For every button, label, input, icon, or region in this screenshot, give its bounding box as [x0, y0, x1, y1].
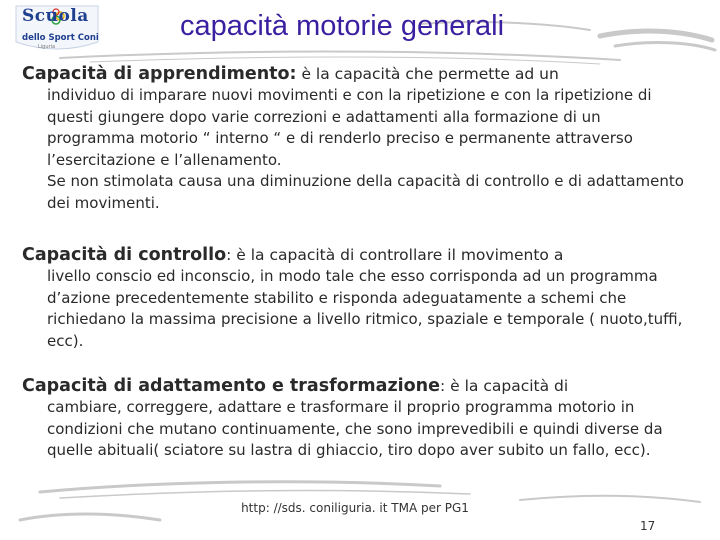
footer-url: http: //sds. coniliguria. it TMA per PG1 [241, 501, 469, 515]
section-intro: : è la capacità di controllare il movimento a [226, 246, 564, 264]
section-paragraph: cambiare, correggere, adattare e trasformare il proprio programma motorio in condizioni che mutano continuamente, che sono imprevedibili e quindi diverse da quelle abituali( sciatore su lastra di ghiaccio, tiro dopo aver subito un fallo, ecc). [47, 398, 663, 460]
section-adattamento [22, 376, 702, 462]
section-controllo [22, 245, 702, 352]
logo-word: Scuola [22, 6, 89, 26]
section-paragraph: individuo di imparare nuovi movimenti e con la ripetizione e con la ripetizione di questi giungere dopo varie correzioni e adattamenti alla formazione di un programma motorio “ interno “ e di renderlo preciso e permanente attraverso l’esercitazione e l’allenamento. [47, 86, 652, 169]
section-term: Capacità di controllo [22, 245, 227, 265]
section-paragraph: Se non stimolata causa una diminuzione della capacità di controllo e di adattamento dei movimenti. [47, 172, 684, 212]
section-heading [22, 245, 702, 266]
section-paragraph: livello conscio ed inconscio, in modo tale che esso corrisponda ad un programma d’azione precedentemente stabilito e risponda adeguatamente a schemi che richiedano la massima precisione a livello ritmico, spaziale e temporale ( nuoto,tuffi, ecc). [47, 267, 683, 350]
scuola-dello-sport-logo [14, 4, 100, 52]
logo-subtitle: dello Sport Coni [22, 33, 99, 43]
section-heading [22, 64, 702, 85]
section-intro: è la capacità che permette ad un [296, 65, 559, 83]
section-heading [22, 376, 702, 397]
page-number: 17 [640, 519, 656, 533]
section-apprendimento [22, 64, 702, 215]
section-term: Capacità di adattamento e trasformazione [22, 376, 441, 396]
section-body [47, 85, 692, 215]
section-body [47, 397, 692, 462]
section-intro: : è la capacità di [440, 377, 569, 395]
section-term: Capacità di apprendimento: [22, 64, 297, 84]
section-body [47, 266, 692, 352]
slide-title: capacità motorie generali [180, 10, 505, 42]
logo-tiny-text: Liguria [38, 44, 56, 50]
